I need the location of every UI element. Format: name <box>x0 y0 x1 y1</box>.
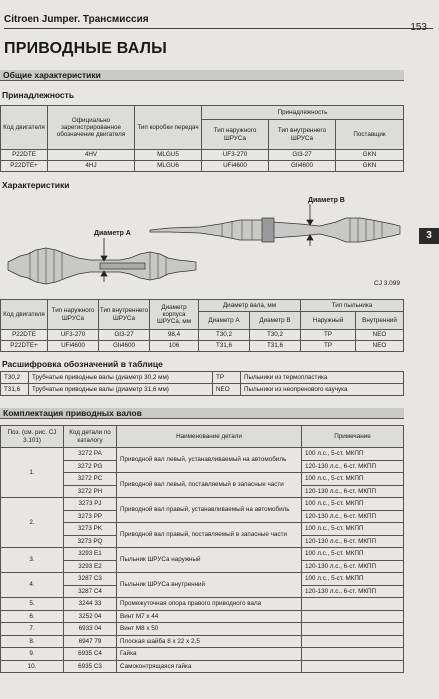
cell-position: 10. <box>1 660 64 673</box>
table-row <box>1 610 404 623</box>
cell: Пыльники из неопренового каучука <box>241 384 404 396</box>
cell: GKN <box>336 161 404 172</box>
cell-note: 100 л.с., 5-ст. МКПП <box>302 448 404 461</box>
cell-part-number: 3293 E1 <box>64 548 117 561</box>
cell: Трубчатые приводные валы (диаметр 31,6 мм) <box>29 384 213 396</box>
cell-part-number: 3244 33 <box>64 598 117 611</box>
th-diam-b: Диаметр В <box>250 312 301 330</box>
table-row <box>1 384 404 396</box>
cell: Трубчатые приводные валы (диаметр 30,2 мм) <box>29 372 213 384</box>
cell: MLGU5 <box>135 150 202 161</box>
cell: NEO <box>213 384 241 396</box>
table-row <box>1 648 404 661</box>
cell-note <box>302 610 404 623</box>
diameter-a-label: Диаметр А <box>94 230 131 237</box>
cell: 98,4 <box>150 330 199 341</box>
section-header-general: Общие характеристики <box>0 70 404 81</box>
th-inner: Внутренний <box>356 312 404 330</box>
th-part-no: Код детали по каталогу <box>64 426 117 448</box>
cell: NEO <box>356 341 404 352</box>
table-row <box>1 498 404 511</box>
cell-part-name: Приводной вал правый, устанавливаемый на автомобиль <box>117 498 302 523</box>
cell-note: 120-130 л.с., 6-ст. МКПП <box>302 585 404 598</box>
table-row <box>1 150 404 161</box>
cell: TP <box>213 372 241 384</box>
table-row <box>1 341 404 352</box>
cell-part-name: Приводной вал левый, устанавливаемый на автомобиль <box>117 448 302 473</box>
cell: GI3-27 <box>99 330 150 341</box>
cell-part-number: 3293 E2 <box>64 560 117 573</box>
cell: MLGU6 <box>135 161 202 172</box>
th-inner-joint: Тип внутреннего ШРУСа <box>269 120 336 150</box>
affiliation-table <box>0 105 404 172</box>
cell-part-name: Пыльник ШРУСа внутренний <box>117 573 302 598</box>
characteristics-label: Характеристики <box>2 180 70 190</box>
cell-note: 120-130 л.с., 6-ст. МКПП <box>302 535 404 548</box>
th-engine-code: Код двигателя <box>1 106 48 150</box>
cell: UFi4600 <box>48 341 99 352</box>
table-row <box>1 598 404 611</box>
cell: UF3-270 <box>202 150 269 161</box>
cell: P22DTE <box>1 150 48 161</box>
th-boot-type: Тип пыльника <box>301 300 404 312</box>
cell-part-number: 3272 PA <box>64 448 117 461</box>
cell-part-number: 3287 C4 <box>64 585 117 598</box>
parts-table <box>0 425 404 673</box>
cell-note: 100 л.с., 5-ст. МКПП <box>302 523 404 536</box>
right-driveshaft <box>150 218 400 242</box>
th-shaft-diameter: Диаметр вала, мм <box>199 300 301 312</box>
cell-part-number: 3273 PK <box>64 523 117 536</box>
cell-note: 100 л.с., 5-ст. МКПП <box>302 498 404 511</box>
th-note: Примечание <box>302 426 404 448</box>
th-housing-diameter: Диаметр корпуса ШРУСа, мм <box>150 300 199 330</box>
cell-note: 120-130 л.с., 6-ст. МКПП <box>302 485 404 498</box>
cell: TP <box>301 330 356 341</box>
cell-position: 8. <box>1 635 64 648</box>
th-supplier: Поставщик <box>336 120 404 150</box>
driveshaft-figure <box>0 190 410 290</box>
cell-part-name: Гайка <box>117 648 302 661</box>
cell-part-number: 6935 C4 <box>64 648 117 661</box>
table-row <box>1 573 404 586</box>
cell-note <box>302 660 404 673</box>
cell-position: 6. <box>1 610 64 623</box>
cell-part-name: Приводной вал правый, поставляемый в запасные части <box>117 523 302 548</box>
th-outer: Наружный <box>301 312 356 330</box>
cell-part-number: 3272 PC <box>64 473 117 486</box>
cell-part-name: Винт М7 х 44 <box>117 610 302 623</box>
table-row <box>1 448 404 461</box>
cell: T31,6 <box>250 341 301 352</box>
cell: NEO <box>356 330 404 341</box>
cell-position: 2. <box>1 498 64 548</box>
cell-part-name: Промежуточная опора правого приводного вала <box>117 598 302 611</box>
cell-position: 7. <box>1 623 64 636</box>
cell-note <box>302 635 404 648</box>
cell: T30,2 <box>250 330 301 341</box>
chapter-tab: 3 <box>419 228 439 244</box>
cell-part-name: Винт М8 х 50 <box>117 623 302 636</box>
cell: T30,2 <box>1 372 29 384</box>
cell-note: 120-130 л.с., 6-ст. МКПП <box>302 510 404 523</box>
cell: 4HV <box>48 150 135 161</box>
table-row <box>1 161 404 172</box>
cell-part-number: 6935 C3 <box>64 660 117 673</box>
cell: T31,6 <box>1 384 29 396</box>
cell-position: 1. <box>1 448 64 498</box>
page-number: 153 <box>410 22 427 33</box>
figure-caption: CJ 3.099 <box>374 280 401 287</box>
cell: TP <box>301 341 356 352</box>
characteristics-table <box>0 299 404 352</box>
th-inner-joint: Тип внутреннего ШРУСа <box>99 300 150 330</box>
cell: UF3-270 <box>48 330 99 341</box>
cell-note: 120-130 л.с., 6-ст. МКПП <box>302 460 404 473</box>
page-title: ПРИВОДНЫЕ ВАЛЫ <box>4 40 167 57</box>
cell: T31,6 <box>199 341 250 352</box>
cell: P22DTE+ <box>1 341 48 352</box>
table-row <box>1 330 404 341</box>
cell-note: 100 л.с., 5-ст. МКПП <box>302 473 404 486</box>
cell-part-name: Плоская шайба 8 х 22 х 2,5 <box>117 635 302 648</box>
cell: 106 <box>150 341 199 352</box>
left-driveshaft <box>8 248 196 284</box>
cell-note: 100 л.с., 5-ст. МКПП <box>302 548 404 561</box>
cell: GKN <box>336 150 404 161</box>
decoding-table <box>0 371 404 396</box>
cell-part-number: 3287 C3 <box>64 573 117 586</box>
th-gearbox-type: Тип коробки передач <box>135 106 202 150</box>
cell-position: 5. <box>1 598 64 611</box>
cell: UFi4600 <box>202 161 269 172</box>
table-row <box>1 548 404 561</box>
affiliation-label: Принадлежность <box>2 90 75 100</box>
cell: P22DTE <box>1 330 48 341</box>
th-outer-joint: Тип наружного ШРУСа <box>48 300 99 330</box>
cell-note <box>302 623 404 636</box>
table-row <box>1 660 404 673</box>
th-affiliation: Принадлежность <box>202 106 404 120</box>
cell-part-number: 6947 79 <box>64 635 117 648</box>
th-pos: Поз. (см. рис. CJ 3.101) <box>1 426 64 448</box>
cell: 4HJ <box>48 161 135 172</box>
parts-body <box>1 448 404 673</box>
cell-part-number: 3273 PQ <box>64 535 117 548</box>
table-row <box>1 623 404 636</box>
cell-part-number: 3273 PP <box>64 510 117 523</box>
th-engine-code: Код двигателя <box>1 300 48 330</box>
cell-part-name: Самоконтрящаяся гайка <box>117 660 302 673</box>
cell-part-number: 3272 PH <box>64 485 117 498</box>
cell-note <box>302 648 404 661</box>
cell: Пыльники из термопластика <box>241 372 404 384</box>
cell: P22DTE+ <box>1 161 48 172</box>
cell: T30,2 <box>199 330 250 341</box>
table-row <box>1 372 404 384</box>
cell-part-number: 6933 04 <box>64 623 117 636</box>
section-header-kit: Комплектация приводных валов <box>0 408 404 419</box>
cell-note <box>302 598 404 611</box>
cell-position: 9. <box>1 648 64 661</box>
cell-part-number: 3252 04 <box>64 610 117 623</box>
cell: GIi4600 <box>269 161 336 172</box>
driveshaft-drawing <box>0 190 410 290</box>
running-title: Citroen Jumper. Трансмиссия <box>4 14 149 25</box>
th-outer-joint: Тип наружного ШРУСа <box>202 120 269 150</box>
cell-part-name: Приводной вал левый, поставляемый в запасные части <box>117 473 302 498</box>
cell-position: 3. <box>1 548 64 573</box>
running-header <box>4 10 433 33</box>
cell-note: 120-130 л.с., 6-ст. МКПП <box>302 560 404 573</box>
cell-part-number: 3272 PG <box>64 460 117 473</box>
decoding-label: Расшифровка обозначений в таблице <box>2 359 163 369</box>
diameter-b-label: Диаметр В <box>308 197 345 204</box>
th-official-designation: Официально зарегистрированное обозначение двигателя <box>48 106 135 150</box>
cell: GI3-27 <box>269 150 336 161</box>
cell-part-number: 3273 PJ <box>64 498 117 511</box>
cell-position: 4. <box>1 573 64 598</box>
cell-note: 100 л.с., 5-ст. МКПП <box>302 573 404 586</box>
th-diam-a: Диаметр А <box>199 312 250 330</box>
cell-part-name: Пыльник ШРУСа наружный <box>117 548 302 573</box>
table-row <box>1 635 404 648</box>
cell: GIi4600 <box>99 341 150 352</box>
th-name: Наименование детали <box>117 426 302 448</box>
